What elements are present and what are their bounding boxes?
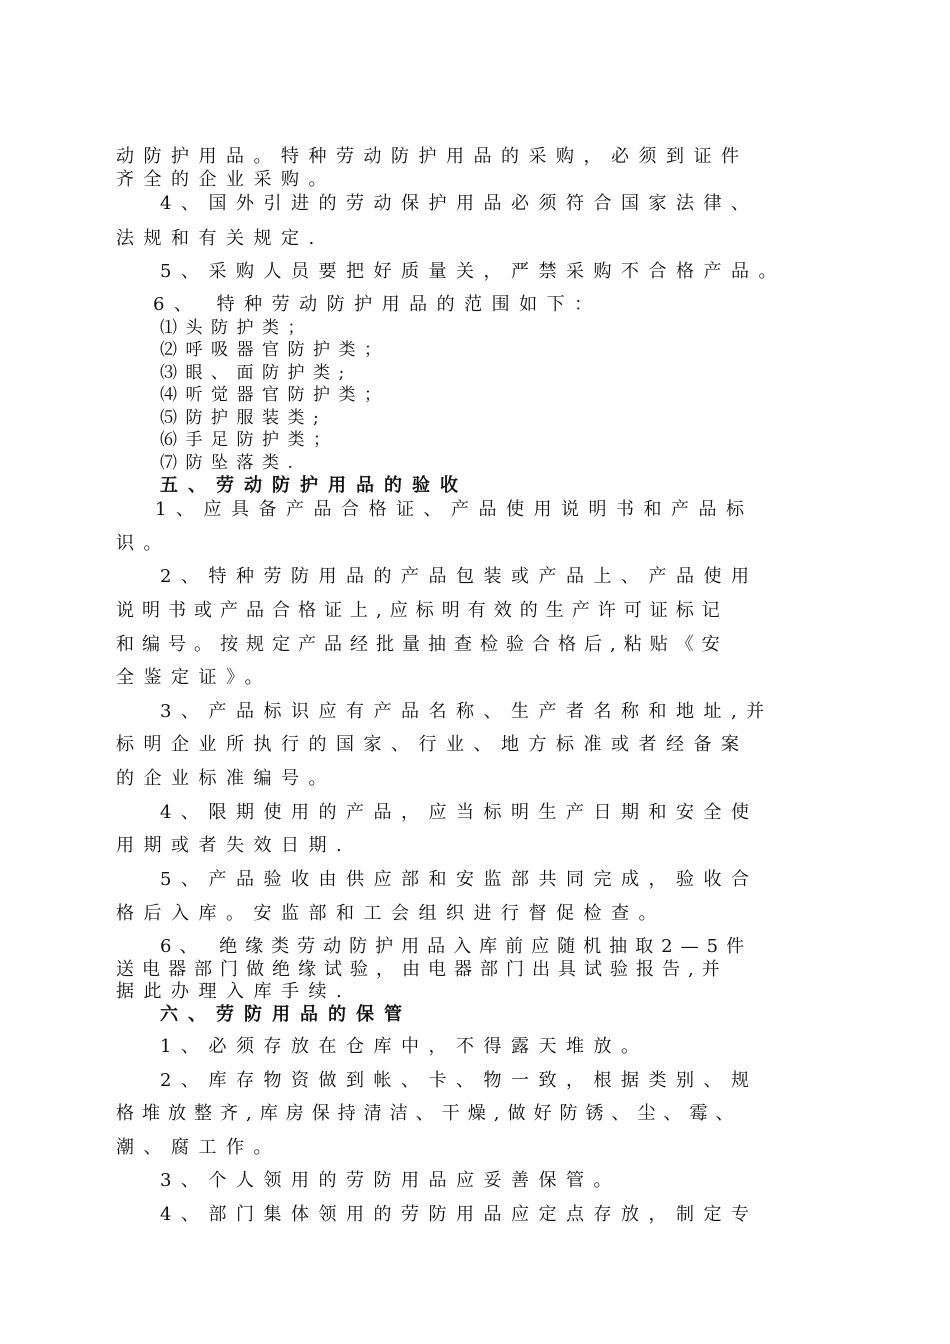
text-line: 送电器部门做绝缘试验，由电器部门出具试验报告,并 (116, 959, 728, 980)
text-line: 的企业标准编号。 (116, 768, 336, 789)
list-item: ⑺防坠落类. (160, 453, 302, 473)
text-line: 5、采购人员要把好质量关，严禁采购不合格产品。 (160, 261, 786, 282)
text-line: 和编号。按规定产品经批量抽查检验合格后,粘贴《安 (116, 634, 728, 655)
section-heading: 五、劳动防护用品的验收 (160, 475, 468, 496)
text-line: 用期或者失效日期. (116, 835, 352, 856)
text-line: 法规和有关规定. (116, 228, 324, 249)
text-line: 2、特种劳防用品的产品包装或产品上、产品使用 (160, 566, 759, 587)
text-line: 说明书或产品合格证上,应标明有效的生产许可证标记 (116, 600, 728, 621)
text-line: 格后入库。安监部和工会组织进行督促检查。 (116, 903, 666, 924)
list-item: ⑷听觉器官防护类； (160, 385, 390, 405)
text-line: 4、部门集体领用的劳防用品应定点存放，制定专 (160, 1204, 759, 1225)
text-line: 2、库存物资做到帐、卡、物一致，根据类别、规 (160, 1070, 759, 1091)
list-item: ⑴头防护类； (160, 318, 313, 338)
text-line: 3、产品标识应有产品名称、生产者名称和地址,并 (160, 701, 774, 722)
list-item: ⑹手足防护类； (160, 430, 339, 450)
section-heading: 六、劳防用品的保管 (160, 1004, 412, 1025)
text-line: 6、 特种劳动防护用品的范围如下： (153, 294, 602, 315)
text-line: 齐全的企业采购。 (116, 169, 336, 190)
text-line: 全鉴定证》。 (116, 667, 272, 688)
text-line: 5、产品验收由供应部和安监部共同完成，验收合 (160, 869, 759, 890)
list-item: ⑵呼吸器官防护类； (160, 340, 390, 360)
text-line: 标明企业所执行的国家、行业、地方标准或者经备案 (116, 734, 749, 755)
text-line: 3、个人领用的劳防用品应妥善保管。 (160, 1170, 621, 1191)
text-line: 4、国外引进的劳动保护用品必须符合国家法律、 (160, 193, 759, 214)
list-item: ⑸防护服装类; (160, 408, 328, 428)
text-line: 潮、腐工作。 (116, 1137, 281, 1158)
text-line: 6、 绝缘类劳动防护用品入库前应随机抽取2—5件 (160, 936, 753, 957)
text-line: 据此办理入库手续. (116, 981, 352, 1002)
text-line: 动防护用品。特种劳动防护用品的采购，必须到证件 (116, 146, 749, 167)
text-line: 1、必须存放在仓库中，不得露天堆放。 (160, 1036, 649, 1057)
list-item: ⑶眼、面防护类; (160, 363, 353, 383)
text-line: 识。 (116, 533, 171, 554)
text-line: 1、应具备产品合格证、产品使用说明书和产品标 (155, 499, 754, 520)
text-line: 格堆放整齐,库房保持清洁、干燥,做好防锈、尘、霉、 (116, 1103, 742, 1124)
text-line: 4、限期使用的产品，应当标明生产日期和安全使 (160, 802, 759, 823)
